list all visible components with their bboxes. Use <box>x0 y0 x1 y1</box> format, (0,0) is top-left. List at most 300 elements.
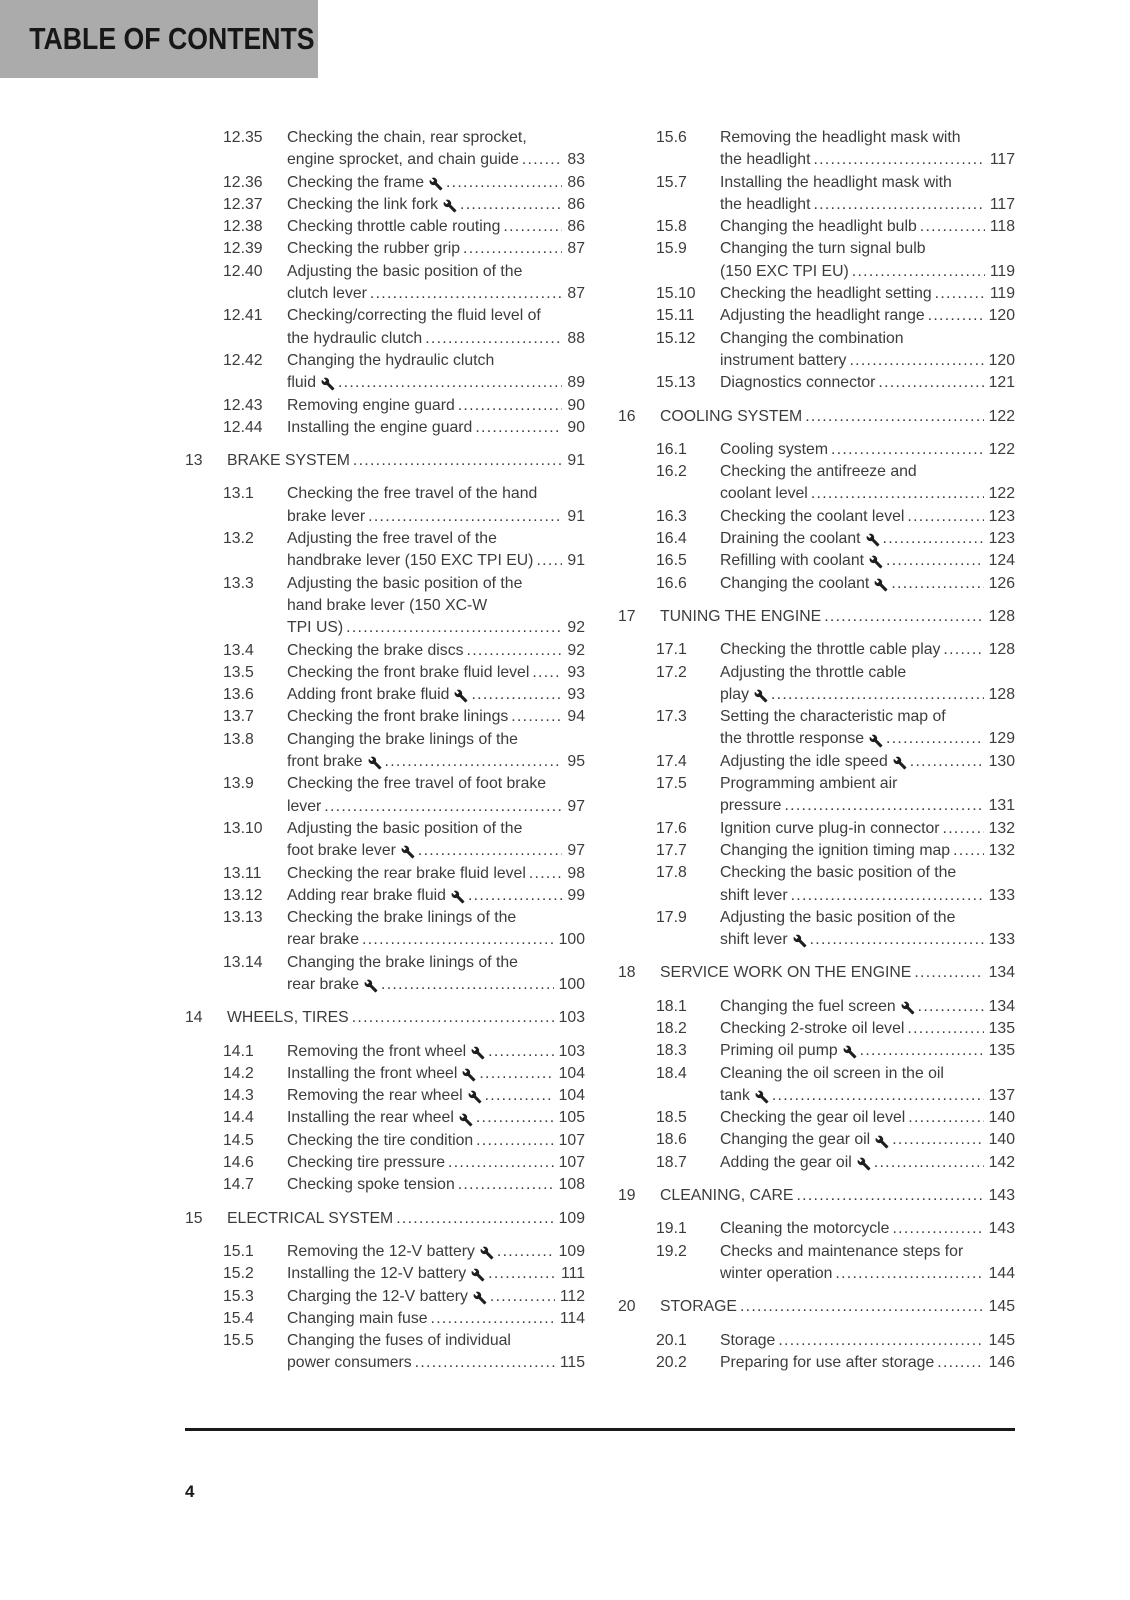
toc-entry-body <box>720 172 1015 217</box>
toc-entry-number: 12.36 <box>223 173 263 191</box>
wrench-icon <box>368 756 382 770</box>
toc-entry-title: lever <box>287 797 322 815</box>
toc-entry-line <box>720 929 1015 951</box>
toc-entry-body <box>720 305 1015 327</box>
dot-leader <box>471 684 562 706</box>
toc-entry-title: Changing the combination <box>720 329 904 347</box>
toc-entry-title: Checking tire pressure <box>287 1154 446 1172</box>
toc-entry-line <box>227 1007 585 1029</box>
toc-page-number: 146 <box>988 1353 1015 1371</box>
toc-page-number: 140 <box>988 1109 1015 1127</box>
page-title: TABLE OF CONTENTS <box>29 21 315 56</box>
toc-entry-number: 19 <box>618 1187 636 1205</box>
toc-entry-number: 16.3 <box>656 507 687 525</box>
toc-entry-line <box>720 506 1015 528</box>
dot-leader <box>536 550 562 572</box>
toc-entry-line <box>287 194 585 216</box>
toc-entry-number: 19.2 <box>656 1242 687 1260</box>
toc-page-number: 103 <box>558 1009 585 1027</box>
toc-entry-number: 17.1 <box>656 641 687 659</box>
dot-leader <box>458 1174 554 1196</box>
toc-entry-row <box>618 550 1015 572</box>
wrench-icon <box>866 533 880 547</box>
toc-entry-line <box>287 261 585 283</box>
toc-entry-title: Checking 2-stroke oil level <box>720 1019 905 1037</box>
toc-entry-title: Checking the front brake fluid level <box>287 663 530 681</box>
toc-entry-line <box>287 372 585 394</box>
toc-entry-number: 14.2 <box>223 1064 254 1082</box>
toc-entry-body <box>287 952 585 997</box>
toc-entry-number: 13.8 <box>223 730 254 748</box>
toc-entry-title: brake lever <box>287 507 366 525</box>
toc-chapter-row <box>618 1296 1015 1318</box>
toc-entry-body <box>720 907 1015 952</box>
toc-entry-number: 13.12 <box>223 886 263 904</box>
toc-entry-row <box>185 573 585 640</box>
toc-entry-row <box>185 194 585 216</box>
toc-entry-row <box>618 461 1015 506</box>
dot-leader <box>463 238 562 260</box>
toc-entry-line <box>287 818 585 840</box>
toc-entry-row <box>618 1107 1015 1129</box>
toc-entry-title: Cooling system <box>720 440 828 458</box>
dot-leader <box>835 1263 983 1285</box>
toc-entry-title: COOLING SYSTEM <box>660 407 803 425</box>
toc-entry-row <box>618 305 1015 327</box>
toc-page-number: 134 <box>988 964 1015 982</box>
toc-page-number: 143 <box>988 1187 1015 1205</box>
dot-leader <box>914 962 983 984</box>
toc-entry-title: Draining the coolant <box>720 530 861 548</box>
toc-entry-title: Installing the 12-V battery <box>287 1265 467 1283</box>
toc-entry-body <box>287 729 585 774</box>
toc-entry-line <box>660 1296 1015 1318</box>
toc-entry-row <box>185 662 585 684</box>
toc-entry-row <box>185 417 585 439</box>
toc-entry-body <box>720 1218 1015 1240</box>
toc-entry-number: 12.43 <box>223 396 263 414</box>
toc-entry-number: 16.5 <box>656 552 687 570</box>
toc-entry-body <box>720 773 1015 818</box>
toc-entry-title: foot brake lever <box>287 842 396 860</box>
toc-entry-title: Checking the headlight setting <box>720 285 932 303</box>
toc-entry-number: 15 <box>185 1209 203 1227</box>
toc-entry-title: the headlight <box>720 195 811 213</box>
toc-entry-body <box>720 639 1015 661</box>
toc-entry-title: clutch lever <box>287 285 367 303</box>
toc-entry-title: shift lever <box>720 886 788 904</box>
toc-entry-line <box>287 1130 585 1152</box>
toc-entry-line <box>720 1018 1015 1040</box>
toc-entry-line <box>720 1218 1015 1240</box>
toc-entry-body <box>287 1308 585 1330</box>
wrench-icon <box>869 555 883 569</box>
toc-entry-body <box>287 1286 585 1308</box>
dot-leader <box>860 1040 984 1062</box>
wrench-icon <box>893 756 907 770</box>
dot-leader <box>418 840 563 862</box>
toc-page-number: 93 <box>567 686 585 704</box>
toc-entry-line <box>287 1063 585 1085</box>
toc-page-number: 86 <box>567 173 585 191</box>
toc-entry-number: 17.3 <box>656 708 687 726</box>
toc-entry-title: instrument battery <box>720 351 847 369</box>
toc-entry-body <box>287 216 585 238</box>
toc-entry-line <box>720 706 1015 728</box>
toc-entry-number: 13.13 <box>223 909 263 927</box>
toc-entry-line <box>720 795 1015 817</box>
toc-entry-title: Removing the 12-V battery <box>287 1242 475 1260</box>
toc-page-number: 97 <box>567 842 585 860</box>
toc-entry-line <box>287 595 585 617</box>
toc-entry-body <box>720 1352 1015 1374</box>
toc-entry-row <box>185 483 585 528</box>
toc-entry-body <box>227 1007 585 1029</box>
wrench-icon <box>454 689 468 703</box>
toc-entry-body <box>720 840 1015 862</box>
toc-entry-number: 12.35 <box>223 129 263 146</box>
dot-leader <box>460 194 562 216</box>
toc-entry-body <box>287 1330 585 1375</box>
toc-entry-title: SERVICE WORK ON THE ENGINE <box>660 964 912 982</box>
toc-column-right <box>618 127 1015 1374</box>
toc-entry-line <box>287 1174 585 1196</box>
toc-entry-line <box>287 127 585 149</box>
toc-entry-body <box>720 506 1015 528</box>
toc-entry-line <box>287 863 585 885</box>
toc-page-number: 105 <box>558 1109 585 1127</box>
dot-leader <box>886 728 984 750</box>
toc-entry-body <box>720 372 1015 394</box>
toc-entry-title: Setting the characteristic map of <box>720 708 946 726</box>
wrench-icon <box>473 1291 487 1305</box>
toc-entry-row <box>185 1330 585 1375</box>
toc-entry-line <box>287 773 585 795</box>
toc-entry-number: 18.7 <box>656 1153 687 1171</box>
toc-entry-title: Removing the front wheel <box>287 1042 467 1060</box>
toc-entry-title: Adjusting the throttle cable <box>720 663 907 681</box>
toc-entry-line <box>720 1107 1015 1129</box>
toc-entry-row <box>185 773 585 818</box>
toc-entry-number: 19.1 <box>656 1220 687 1238</box>
toc-entry-line <box>287 1263 585 1285</box>
toc-entry-row <box>618 127 1015 172</box>
toc-page-number: 95 <box>567 753 585 771</box>
dot-leader <box>824 606 983 628</box>
toc-entry-title: WHEELS, TIRES <box>227 1009 349 1027</box>
toc-page-number: 90 <box>567 396 585 414</box>
toc-entry-line <box>720 818 1015 840</box>
toc-entry-number: 17.8 <box>656 864 687 882</box>
toc-entry-body <box>287 1063 585 1085</box>
toc-entry-number: 15.10 <box>656 285 696 303</box>
toc-entry-body <box>287 640 585 662</box>
toc-entry-number: 13.9 <box>223 775 254 793</box>
toc-entry-title: Removing the headlight mask with <box>720 129 961 146</box>
toc-entry-body <box>720 1018 1015 1040</box>
toc-entry-body <box>287 907 585 952</box>
toc-page-number: 83 <box>567 151 585 169</box>
toc-entry-row <box>185 350 585 395</box>
toc-entry-body <box>287 238 585 260</box>
toc-entry-number: 13.11 <box>223 864 262 882</box>
toc-entry-line <box>720 684 1015 706</box>
dot-leader <box>943 818 984 840</box>
toc-entry-line <box>287 684 585 706</box>
toc-page-number: 87 <box>567 240 585 258</box>
toc-entry-line <box>720 1063 1015 1085</box>
dot-leader <box>476 1107 554 1129</box>
toc-entry-body <box>287 261 585 306</box>
toc-entry-title: Checking the tire condition <box>287 1131 474 1149</box>
toc-entry-number: 17 <box>618 607 636 625</box>
wrench-icon <box>429 177 443 191</box>
toc-entry-line <box>720 1129 1015 1151</box>
toc-page-number: 123 <box>988 530 1015 548</box>
toc-entry-row <box>185 729 585 774</box>
dot-leader <box>910 751 984 773</box>
toc-entry-title: Checking the rubber grip <box>287 240 460 258</box>
toc-page-number: 100 <box>558 975 585 993</box>
toc-entry-title: Checking the brake discs <box>287 641 464 659</box>
toc-entry-number: 16.4 <box>656 530 687 548</box>
toc-entry-number: 12.40 <box>223 262 263 280</box>
toc-entry-title: Adjusting the idle speed <box>720 752 888 770</box>
toc-entry-title: shift lever <box>720 931 788 949</box>
toc-page-number: 89 <box>567 374 585 392</box>
toc-entry-line <box>287 1352 585 1374</box>
toc-entry-title: Checking the chain, rear sprocket, <box>287 129 527 146</box>
toc-entry-title: Priming oil pump <box>720 1042 838 1060</box>
toc-entry-number: 16.1 <box>656 440 687 458</box>
toc-entry-title: Changing the turn signal bulb <box>720 240 926 258</box>
toc-entry-title: Checking/correcting the fluid level of <box>287 307 541 325</box>
dot-leader <box>849 350 983 372</box>
toc-entry-row <box>618 996 1015 1018</box>
dot-leader <box>943 639 983 661</box>
toc-entry-number: 16 <box>618 407 636 425</box>
toc-entry-body <box>720 862 1015 907</box>
toc-entry-line <box>287 1286 585 1308</box>
toc-entry-number: 14 <box>185 1009 203 1027</box>
toc-page-number: 94 <box>567 708 585 726</box>
toc-page-number: 128 <box>988 607 1015 625</box>
toc-page-number: 140 <box>988 1131 1015 1149</box>
dot-leader <box>479 1063 553 1085</box>
toc-entry-body <box>287 1085 585 1107</box>
toc-entry-line <box>287 840 585 862</box>
toc-entry-title: fluid <box>287 374 316 392</box>
toc-page-number: 109 <box>558 1209 585 1227</box>
toc-entry-row <box>618 528 1015 550</box>
toc-entry-body <box>287 417 585 439</box>
toc-entry-number: 14.7 <box>223 1176 254 1194</box>
toc-entry-number: 13.14 <box>223 953 263 971</box>
toc-entry-row <box>185 1085 585 1107</box>
toc-entry-line <box>287 640 585 662</box>
toc-page-number: 128 <box>988 685 1015 703</box>
dot-leader <box>791 885 984 907</box>
dot-leader <box>338 372 562 394</box>
toc-entry-line <box>287 1041 585 1063</box>
toc-entry-body <box>287 172 585 194</box>
wrench-icon <box>869 734 883 748</box>
toc-entry-line <box>287 1308 585 1330</box>
toc-entry-row <box>185 1308 585 1330</box>
toc-entry-title: Checking spoke tension <box>287 1176 455 1194</box>
toc-entry-row <box>618 238 1015 283</box>
wrench-icon <box>793 934 807 948</box>
wrench-icon <box>468 1090 482 1104</box>
toc-entry-number: 14.5 <box>223 1131 254 1149</box>
toc-entry-title: pressure <box>720 797 782 815</box>
toc-entry-title: Cleaning the oil screen in the oil <box>720 1064 944 1082</box>
toc-entry-line <box>287 573 585 595</box>
toc-entry-row <box>185 1174 585 1196</box>
dot-leader <box>805 406 983 428</box>
dot-leader <box>883 528 984 550</box>
toc-entry-body <box>287 662 585 684</box>
toc-entry-number: 12.38 <box>223 218 263 236</box>
dot-leader <box>908 1107 983 1129</box>
toc-entry-title: Adding the gear oil <box>720 1153 852 1171</box>
toc-entry-title: power consumers <box>287 1354 412 1372</box>
toc-entry-title: (150 EXC TPI EU) <box>720 262 849 280</box>
dot-leader <box>935 283 985 305</box>
toc-entry-title: Preparing for use after storage <box>720 1353 935 1371</box>
toc-entry-body <box>720 1129 1015 1151</box>
toc-entry-title: coolant level <box>720 485 808 503</box>
toc-entry-body <box>660 606 1015 628</box>
toc-entry-title: engine sprocket, and chain guide <box>287 151 519 169</box>
toc-entry-line <box>287 283 585 305</box>
dot-leader <box>874 1152 984 1174</box>
toc-entry-number: 20.1 <box>656 1331 687 1349</box>
toc-entry-number: 20 <box>618 1298 636 1316</box>
toc-entry-number: 17.4 <box>656 752 687 770</box>
toc-entry-body <box>720 127 1015 172</box>
wrench-icon <box>874 578 888 592</box>
dot-leader <box>458 395 563 417</box>
dot-leader <box>503 216 562 238</box>
toc-entry-number: 18.6 <box>656 1131 687 1149</box>
toc-entry-title: the throttle response <box>720 730 865 748</box>
toc-entry-line <box>287 550 585 572</box>
dot-leader <box>448 1152 554 1174</box>
toc-entry-body <box>720 461 1015 506</box>
toc-entry-row <box>618 706 1015 751</box>
toc-entry-body <box>287 573 585 640</box>
toc-entry-line <box>227 450 585 472</box>
toc-entry-number: 13.10 <box>223 819 263 837</box>
toc-entry-body <box>287 194 585 216</box>
toc-entry-number: 18.5 <box>656 1109 687 1127</box>
toc-page-number: 120 <box>988 351 1015 369</box>
toc-entry-line <box>660 962 1015 984</box>
toc-entry-row <box>185 818 585 863</box>
dot-leader <box>488 1263 556 1285</box>
toc-entry-line <box>720 328 1015 350</box>
toc-chapter-row <box>185 1007 585 1029</box>
toc-page-number: 92 <box>567 641 585 659</box>
toc-entry-line <box>720 216 1015 238</box>
toc-entry-line <box>720 127 1015 149</box>
wrench-icon <box>755 1090 769 1104</box>
toc-entry-row <box>185 952 585 997</box>
toc-entry-line <box>287 1152 585 1174</box>
toc-entry-title: Changing the fuses of individual <box>287 1332 511 1350</box>
toc-entry-row <box>618 283 1015 305</box>
toc-entry-body <box>287 483 585 528</box>
toc-entry-line <box>287 974 585 996</box>
dot-leader <box>352 1007 554 1029</box>
toc-entry-line <box>720 907 1015 929</box>
dot-leader <box>772 1085 984 1107</box>
toc-entry-title: Changing the coolant <box>720 574 870 592</box>
toc-entry-row <box>618 840 1015 862</box>
dot-leader <box>811 483 984 505</box>
dot-leader <box>953 840 984 862</box>
dot-leader <box>886 550 984 572</box>
toc-entry-body <box>287 528 585 573</box>
dot-leader <box>476 1130 553 1152</box>
toc-page-number: 144 <box>988 1264 1015 1282</box>
toc-page-number: 115 <box>559 1354 585 1372</box>
toc-entry-body <box>720 996 1015 1018</box>
toc-entry-title: handbrake lever (150 EXC TPI EU) <box>287 552 534 570</box>
toc-chapter-row <box>618 406 1015 428</box>
toc-entry-title: Installing the engine guard <box>287 418 473 436</box>
toc-page-number: 133 <box>988 931 1015 949</box>
toc-page-number: 129 <box>988 730 1015 748</box>
toc-entry-line <box>287 506 585 528</box>
dot-leader <box>852 261 985 283</box>
dot-leader <box>346 617 562 639</box>
toc-entry-body <box>720 573 1015 595</box>
toc-entry-line <box>287 149 585 171</box>
dot-leader <box>490 1286 555 1308</box>
toc-page-number: 107 <box>558 1154 585 1172</box>
toc-page-number: 88 <box>567 329 585 347</box>
toc-entry-line <box>720 639 1015 661</box>
toc-entry-row <box>185 1263 585 1285</box>
toc-chapter-row <box>618 962 1015 984</box>
toc-entry-row <box>185 1152 585 1174</box>
toc-entry-row <box>185 216 585 238</box>
toc-entry-body <box>287 684 585 706</box>
toc-entry-line <box>287 483 585 505</box>
toc-page-number: 119 <box>989 262 1015 280</box>
toc-entry-number: 15.5 <box>223 1332 254 1350</box>
toc-entry-number: 16.2 <box>656 463 687 481</box>
toc-entry-line <box>720 149 1015 171</box>
toc-entry-row <box>618 907 1015 952</box>
toc-entry-title: Diagnostics connector <box>720 374 876 392</box>
toc-entry-row <box>618 818 1015 840</box>
toc-entry-title: Checking the coolant level <box>720 507 905 525</box>
dot-leader <box>497 1241 554 1263</box>
toc-entry-number: 17.6 <box>656 819 687 837</box>
toc-entry-body <box>287 1241 585 1263</box>
toc-entry-title: Changing the ignition timing map <box>720 841 951 859</box>
toc-entry-number: 15.11 <box>656 307 695 325</box>
toc-entry-row <box>185 885 585 907</box>
toc-entry-title: Adding rear brake fluid <box>287 886 446 904</box>
toc-page-number: 114 <box>559 1309 585 1327</box>
toc-entry-row <box>185 261 585 306</box>
toc-entry-line <box>720 261 1015 283</box>
toc-entry-line <box>287 417 585 439</box>
